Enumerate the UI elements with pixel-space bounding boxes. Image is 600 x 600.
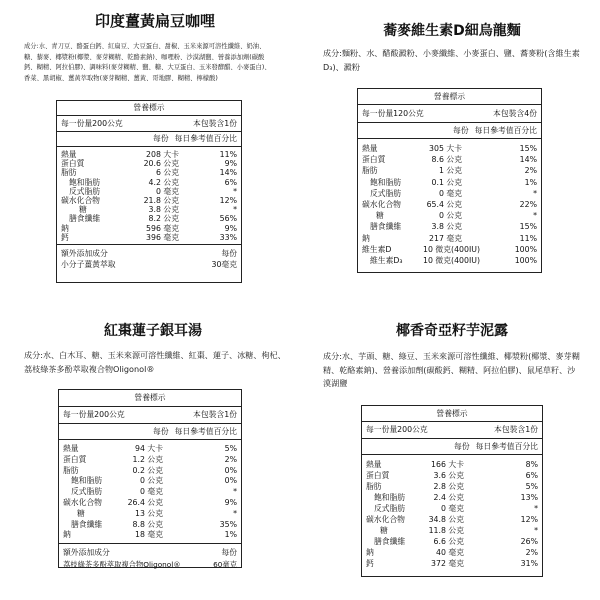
nutrient-row: 鈣 396 毫克 33% <box>61 232 237 242</box>
nutrient-row: 膳食纖維 8.2 公克 56% <box>69 214 237 224</box>
nutrient-row: 碳水化合物 21.8 公克 12% <box>61 196 237 206</box>
nutrient-row: 飽和脂肪 2.4 公克 13% <box>374 493 538 502</box>
nutrient-row: 脂肪 2.8 公克 5% <box>366 482 538 491</box>
nutrient-row: 脂肪 0.2 公克 0% <box>63 465 237 475</box>
nutrient-row: 反式脂肪 0 毫克 * <box>71 487 237 497</box>
extra-ingredient-name: 小分子薑黃萃取 <box>61 260 116 270</box>
servings-per-pack: 本包裝含1份 <box>193 119 237 128</box>
nutrient-row: 熱量 94 大卡 5% <box>63 444 237 453</box>
nutrient-row: 膳食纖維 6.6 公克 26% <box>374 537 538 546</box>
nutrient-row: 蛋白質 3.6 公克 6% <box>366 471 538 480</box>
nutrient-row: 鈉 596 毫克 9% <box>61 223 237 233</box>
nutrition-header: 營養標示 <box>59 390 241 407</box>
col-daily-value: 每日參考值百分比 <box>475 442 538 451</box>
nutrient-row: 反式脂肪 0 毫克 * <box>69 186 237 196</box>
extra-ingredient-value: 30毫克 <box>211 260 237 270</box>
nutrient-row: 糖 13 公克 * <box>77 508 237 518</box>
nutrient-row: 維生素D 10 微克(400IU) 100% <box>362 244 537 254</box>
nutrient-row: 反式脂肪 0 毫克 * <box>374 504 538 513</box>
nutrient-row: 糖 11.8 公克 * <box>380 526 538 535</box>
nutrient-row: 熱量 166 大卡 8% <box>366 460 538 469</box>
serving-size: 每一份量200公克 <box>63 410 125 419</box>
serving-size: 每一份量200公克 <box>366 425 428 434</box>
servings-per-pack: 本包裝含1份 <box>193 410 237 419</box>
nutrient-row: 飽和脂肪 4.2 公克 6% <box>69 177 237 187</box>
nutrient-row: 鈉 40 毫克 2% <box>366 548 538 557</box>
nutrient-row: 鈉 18 毫克 1% <box>63 530 237 540</box>
nutrient-row: 碳水化合物 65.4 公克 22% <box>362 200 537 210</box>
nutrient-row: 糖 0 公克 * <box>376 211 537 221</box>
servings-per-pack: 本包裝含1份 <box>494 425 538 434</box>
nutrient-row: 飽和脂肪 0 公克 0% <box>71 476 237 486</box>
nutrient-row: 脂肪 6 公克 14% <box>61 168 237 178</box>
extra-ingredient-name: 荔枝綠茶多酚萃取複合物Oligonol® <box>63 560 181 570</box>
col-per-serving: 每份 <box>153 427 169 436</box>
nutrition-header: 營養標示 <box>358 89 541 105</box>
col-daily-value: 每日參考值百分比 <box>174 427 237 436</box>
nutrient-row: 熱量 305 大卡 15% <box>362 144 537 153</box>
nutrient-row: 蛋白質 20.6 公克 9% <box>61 159 237 169</box>
ingredients-text: 成分:水、青刀豆、酪蛋白鈣、紅扁豆、大豆蛋白、甜椒、玉米來源可溶性纖維、奶油、糖、藜麥、椰漿粉(椰漿、麥芽糊精、乾酪素鈉)、咖哩粉、沙漠湖鹽、營養添加劑(碳酸鈣、糊精、阿拉伯膠)、調味料(麥芽糊精、鹽、糖、大豆蛋白、玉米發酵醋、小麥蛋白)、香菜、黑胡椒、薑黃萃取物(麥芽糊精、薑黃、哥地膠、糊精、檸檬酸) <box>24 43 271 82</box>
nutrient-row: 反式脂肪 0 毫克 * <box>370 188 537 198</box>
col-per-serving: 每份 <box>153 134 169 143</box>
col-daily-value: 每日參考值百分比 <box>174 134 237 143</box>
nutrition-table <box>56 100 242 283</box>
extra-ingredient-label: 額外添加成分 <box>61 249 108 259</box>
nutrient-row: 碳水化合物 34.8 公克 12% <box>366 515 538 524</box>
product-title: 印度薑黃扁豆咖哩 <box>94 12 215 30</box>
servings-per-pack: 本包裝含4份 <box>493 109 537 118</box>
extra-ingredient-value: 60毫克 <box>213 560 237 570</box>
ingredients-text: 成分:麵粉、水、醋酸澱粉、小麥纖維、小麥蛋白、鹽、蕎麥粉(含維生素D₃)、澱粉 <box>323 48 580 72</box>
product-title: 紅棗蓮子銀耳湯 <box>104 323 202 339</box>
nutrient-row: 蛋白質 8.6 公克 14% <box>362 155 537 165</box>
nutrition-header: 營養標示 <box>362 406 542 422</box>
nutrient-row: 膳食纖維 3.8 公克 15% <box>370 222 537 232</box>
nutrient-row: 熱量 208 大卡 11% <box>61 150 237 159</box>
nutrient-row: 鈉 217 毫克 11% <box>362 233 537 243</box>
nutrient-row: 鈣 372 毫克 31% <box>366 559 538 568</box>
serving-size: 每一份量200公克 <box>61 119 123 128</box>
extra-col-label: 每份 <box>221 249 237 259</box>
col-per-serving: 每份 <box>453 126 469 135</box>
nutrient-row: 飽和脂肪 0.1 公克 1% <box>370 177 537 187</box>
nutrient-row: 維生素D₃ 10 微克(400IU) 100% <box>370 256 537 266</box>
nutrient-row: 碳水化合物 26.4 公克 9% <box>63 497 237 507</box>
extra-col-label: 每份 <box>221 548 237 558</box>
product-title: 椰香奇亞籽芋泥露 <box>396 323 508 339</box>
col-per-serving: 每份 <box>454 442 470 451</box>
nutrition-header: 營養標示 <box>57 101 241 116</box>
nutrient-row: 蛋白質 1.2 公克 2% <box>63 454 237 464</box>
nutrition-table <box>357 88 542 273</box>
nutrition-table <box>58 389 242 568</box>
col-daily-value: 每日參考值百分比 <box>474 126 537 135</box>
nutrient-row: 糖 3.8 公克 * <box>79 205 237 215</box>
product-title: 蕎麥維生素D細烏龍麵 <box>383 23 521 39</box>
ingredients-text: 成分:水、芋頭、糖、綠豆、玉米來源可溶性纖維、椰漿粉(椰漿、麥芽糊精、乾酪素鈉)、營養添加劑(碳酸鈣、糊精、阿拉伯膠)、鼠尾草籽、沙漠湖鹽 <box>323 351 580 388</box>
serving-size: 每一份量120公克 <box>362 109 424 118</box>
nutrition-table <box>361 405 543 577</box>
nutrient-row: 膳食纖維 8.8 公克 35% <box>71 519 237 529</box>
nutrient-row: 脂肪 1 公克 2% <box>362 166 537 176</box>
extra-ingredient-label: 額外添加成分 <box>63 548 110 558</box>
ingredients-text: 成分:水、白木耳、糖、玉米來源可溶性纖維、紅棗、蓮子、冰糖、枸杞、荔枝綠茶多酚萃取複合物Oligonol® <box>24 350 286 374</box>
